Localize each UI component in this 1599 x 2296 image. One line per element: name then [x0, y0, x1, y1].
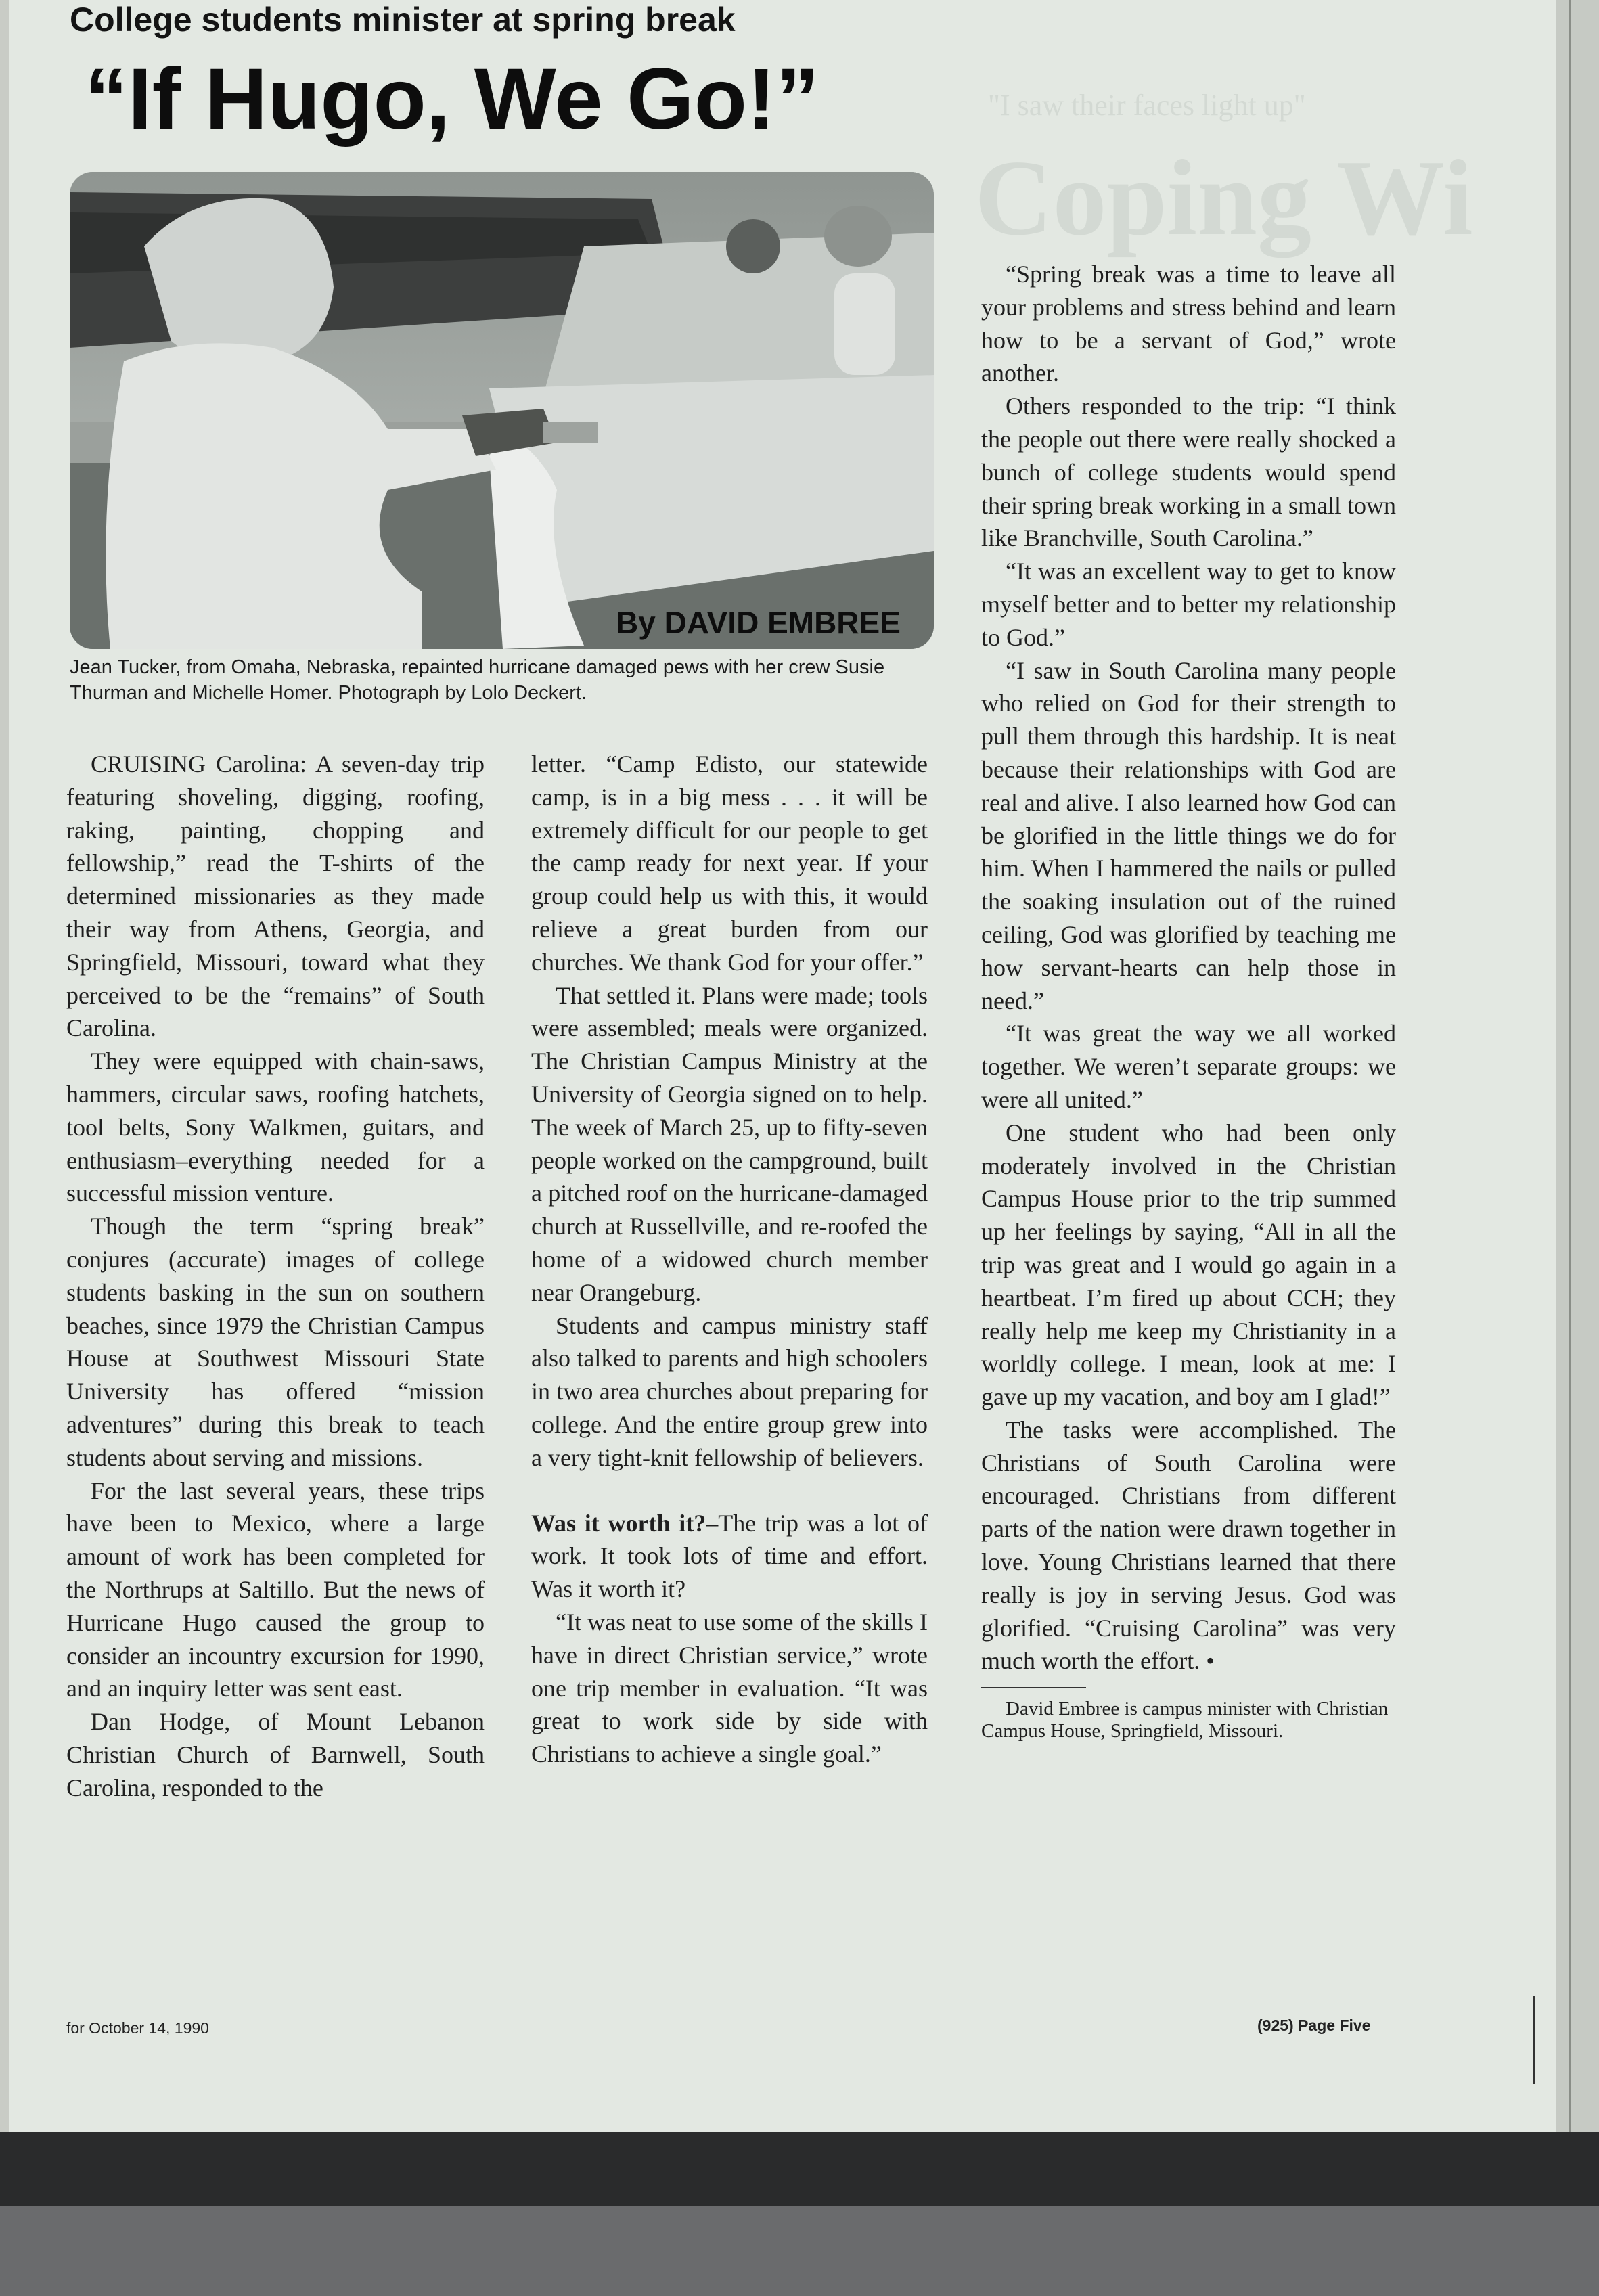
article-photo — [70, 172, 934, 649]
photo-caption: Jean Tucker, from Omaha, Nebraska, repainted hurricane damaged pews with her crew Susie Thurman and Michelle Homer. Photograph by Lolo Deckert. — [70, 656, 885, 704]
bleed-through-title: Coping Wi — [974, 137, 1473, 258]
paragraph: The tasks were accomplished. The Christians of South Carolina were encouraged. Christians from different parts of the nation were drawn together in love. Young Christians learned that there really is joy in serving Jesus. God was glorified. “Cruising Carolina” was very much worth the effort. • — [981, 1416, 1396, 1675]
byline: By DAVID EMBREE — [616, 605, 901, 640]
article-column-2 — [531, 748, 928, 1771]
background-fabric — [0, 2206, 1599, 2296]
bleed-through-line: "I saw their faces light up" — [988, 89, 1306, 122]
photo-illustration — [70, 172, 934, 649]
article-column-1 — [66, 748, 485, 1805]
paragraph: Dan Hodge, of Mount Lebanon Christian Church of Barnwell, South Carolina, responded to the — [66, 1708, 485, 1801]
page-edge-line — [1533, 1996, 1535, 2084]
paragraph: letter. “Camp Edisto, our statewide camp, is in a big mess . . . it will be extremely difficult for our people to get the camp ready for next year. If your group could help us with this, it would relieve a great burden from our churches. We thank God for your offer.” — [531, 750, 928, 976]
author-bio: David Embree is campus minister with Christian Campus House, Springfield, Missouri. — [981, 1698, 1389, 1742]
article-column-3 — [981, 258, 1396, 1742]
page-stack-line — [1569, 0, 1571, 2132]
paragraph: CRUISING Carolina: A seven-day trip featuring shoveling, digging, roofing, raking, painting, chopping and fellowship,” read the T-shirts of the determined missionaries as they made their way from Athens, Georgia, and Springfield, Missouri, toward what they perceived to be the “remains” of South Carolina. — [66, 750, 485, 1042]
paragraph: “It was an excellent way to get to know myself better and to better my relationship to God.” — [981, 558, 1396, 651]
paragraph: Though the term “spring break” conjures (accurate) images of college students basking in the sun on southern beaches, since 1979 the Christian Campus House at Southwest Missouri State University has offered “mission adventures” during this break to teach students about serving and missions. — [66, 1213, 485, 1471]
issue-date: for October 14, 1990 — [66, 2019, 209, 2037]
page-number: (925) Page Five — [1257, 2017, 1371, 2034]
paragraph: One student who had been only moderately involved in the Christian Campus House prior to the trip summed up her feelings by saying, “All in all the trip was great and I would go again in a heartbeat. I’m fired up about CCH; they really help me keep my Christianity in a worldly college. I mean, look at me: I gave up my vacation, and boy am I glad!” — [981, 1119, 1396, 1411]
page-stack-edge — [1556, 0, 1599, 2132]
signature-rule — [981, 1687, 1086, 1688]
page-left-edge — [0, 0, 9, 2132]
subhead: Was it worth it? — [531, 1509, 706, 1537]
section-gap — [531, 1475, 928, 1507]
paragraph: “It was great the way we all worked together. We weren’t separate groups: we were all united.” — [981, 1020, 1396, 1113]
subhead-paragraph — [531, 1507, 928, 1606]
subhead-text: –The trip was a lot of work. It took lots of time and effort. Was it worth it? — [531, 1509, 928, 1603]
headline: “If Hugo, We Go!” — [85, 51, 819, 148]
paragraph: That settled it. Plans were made; tools were assembled; meals were organized. The Christian Campus Ministry at the University of Georgia signed on to help. The week of March 25, up to fifty-seven people worked on the campground, built a pitched roof on the hurricane-damaged church at Russellville, and re-roofed the home of a widowed church member near Orangeburg. — [531, 981, 928, 1306]
paragraph: “Spring break was a time to leave all your problems and stress behind and learn how to be a servant of God,” wrote another. — [981, 261, 1396, 387]
bleed-through-text — [974, 88, 1473, 264]
paragraph: Others responded to the trip: “I think the people out there were really shocked a bunch of college students would spend their spring break working in a small town like Branchville, South Carolina.” — [981, 392, 1396, 552]
paragraph: “It was neat to use some of the skills I have in direct Christian service,” wrote one trip member in evaluation. “It was great to work side by side with Christians to achieve a single goal.” — [531, 1608, 928, 1768]
kicker: College students minister at spring break — [70, 1, 736, 39]
paragraph: Students and campus ministry staff also talked to parents and high schoolers in two area churches about preparing for college. And the entire group grew into a very tight-knit fellowship of believers. — [531, 1311, 928, 1471]
paragraph: They were equipped with chain-saws, hammers, circular saws, roofing hatchets, tool belts, Sony Walkmen, guitars, and enthusiasm–everything needed for a successful mission venture. — [66, 1048, 485, 1207]
paragraph: For the last several years, these trips have been to Mexico, where a large amount of work has been completed for the Northrups at Saltillo. But the news of Hurricane Hugo caused the group to consider an incountry excursion for 1990, and an inquiry letter was sent east. — [66, 1477, 485, 1703]
paragraph: “I saw in South Carolina many people who relied on God for their strength to pull them through this hardship. It is neat because their relationships with God are real and alive. I also learned how God can be glorified in the little things we do for him. When I hammered the nails or pulled the soaking insulation out of the ruined ceiling, God was glorified by teaching me how servant-hearts can help those in need.” — [981, 656, 1396, 1014]
